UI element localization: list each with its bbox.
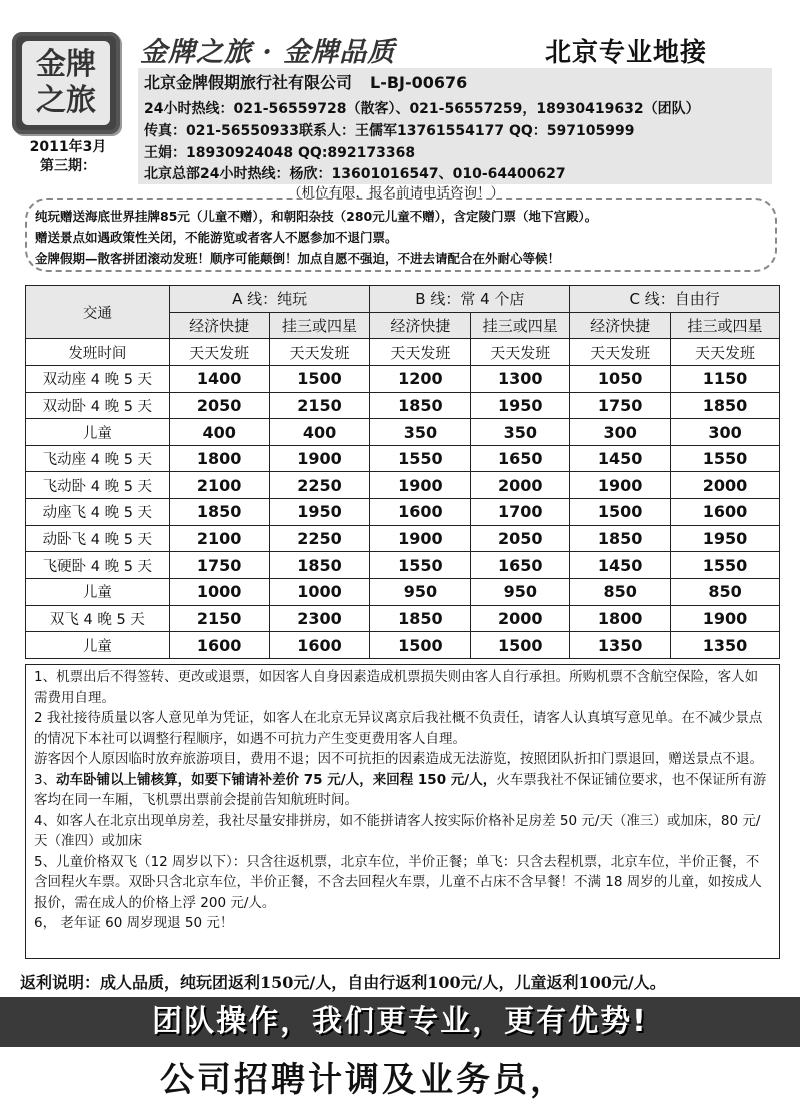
- price-cell: 1650: [471, 445, 570, 472]
- logo-line-2: 之旅: [36, 83, 96, 118]
- table-row: [26, 472, 780, 499]
- price-cell: 850: [570, 579, 671, 606]
- price-cell: 1300: [471, 365, 570, 392]
- price-cell: 2250: [269, 472, 370, 499]
- price-cell: 1450: [570, 552, 671, 579]
- row-label: 双飞 4 晚 5 天: [26, 605, 170, 632]
- price-cell: 850: [671, 579, 780, 606]
- schedule-cell: 天天发班: [269, 339, 370, 366]
- price-cell: 2300: [269, 605, 370, 632]
- price-cell: 300: [671, 419, 780, 446]
- notice-line-2: 赠送景点如遇政策性关闭，不能游览或者客人不愿参加不退门票。: [35, 230, 398, 245]
- table-row: [26, 419, 780, 446]
- price-cell: 400: [269, 419, 370, 446]
- price-cell: 1350: [570, 632, 671, 659]
- hotline: 24小时热线：021-56559728（散客）、021-56557259，18930419632（团队）: [144, 101, 700, 117]
- banner: [0, 997, 800, 1047]
- price-cell: 1400: [169, 365, 269, 392]
- price-cell: 1600: [671, 499, 780, 526]
- row-label: 飞动卧 4 晚 5 天: [26, 472, 170, 499]
- price-cell: 1800: [169, 445, 269, 472]
- price-cell: 350: [370, 419, 471, 446]
- price-cell: 1900: [370, 525, 471, 552]
- price-cell: 1900: [370, 472, 471, 499]
- row-label: 动座飞 4 晚 5 天: [26, 499, 170, 526]
- notice-line-1: 纯玩赠送海底世界挂牌85元（儿童不赠），和朝阳杂技（280元儿童不赠），含定陵门票（地下宫殿）。: [35, 209, 598, 224]
- price-cell: 1000: [169, 579, 269, 606]
- term-6: 6， 老年证 60 周岁现退 50 元！: [34, 915, 234, 931]
- company-logo: [12, 32, 120, 134]
- price-cell: 1850: [370, 605, 471, 632]
- price-cell: 2000: [471, 472, 570, 499]
- price-cell: 1550: [370, 445, 471, 472]
- line-b-header: B 线：常 4 个店: [370, 286, 570, 313]
- price-cell: 2050: [471, 525, 570, 552]
- notice-box: [25, 198, 777, 272]
- term-2b: 游客因个人原因临时放弃旅游项目，费用不退；因不可抗拒的因素造成无法游览，按照团队折扣门票退回，赠送景点不退。: [34, 751, 763, 767]
- price-cell: 1600: [370, 499, 471, 526]
- row-label: 飞硬卧 4 晚 5 天: [26, 552, 170, 579]
- subheader: 经济快捷: [570, 312, 671, 339]
- price-cell: 1700: [471, 499, 570, 526]
- header-slogan-right: 北京专业地接: [545, 38, 708, 68]
- subheader: 挂三或四星: [269, 312, 370, 339]
- price-cell: 2000: [671, 472, 780, 499]
- price-cell: 2250: [269, 525, 370, 552]
- price-cell: 1500: [471, 632, 570, 659]
- hq-hotline: 北京总部24小时热线：杨欣：13601016547、010-64400627: [144, 166, 566, 182]
- banner-text: 团队操作，我们更专业，更有优势!: [152, 1004, 648, 1039]
- price-cell: 1500: [269, 365, 370, 392]
- price-cell: 1900: [671, 605, 780, 632]
- price-cell: 400: [169, 419, 269, 446]
- license-number: L-BJ-00676: [370, 73, 468, 92]
- fax-contact: 传真：021-56550933联系人：王儒军13761554177 QQ：597105999: [144, 123, 635, 139]
- issue-number: 第三期：: [40, 158, 96, 174]
- subheader: 挂三或四星: [671, 312, 780, 339]
- term-3-bold: 动车卧铺以上铺核算，如要下铺请补差价 75 元/人，来回程 150 元/人，: [56, 771, 497, 788]
- price-cell: 2000: [471, 605, 570, 632]
- line-c-header: C 线：自由行: [570, 286, 780, 313]
- price-cell: 1850: [570, 525, 671, 552]
- row-label: 儿童: [26, 579, 170, 606]
- price-cell: 950: [471, 579, 570, 606]
- subheader: 经济快捷: [370, 312, 471, 339]
- notice-line-3: 金牌假期—散客拼团滚动发班！顺序可能颠倒！加点自愿不强迫，不进去请配合在外耐心等候！: [35, 251, 561, 266]
- term-3-rest: 火车票我社不保证铺位要求，也不保证所有游客均在同一车厢，飞机票出票前会提前告知航班时间。: [34, 771, 767, 808]
- terms-box: [25, 664, 780, 959]
- recruit-text: 公司招聘计调及业务员，: [160, 1060, 567, 1100]
- table-corner: 交通: [26, 286, 170, 339]
- price-cell: 950: [370, 579, 471, 606]
- price-cell: 1850: [671, 392, 780, 419]
- price-cell: 1350: [671, 632, 780, 659]
- row-label: 动卧飞 4 晚 5 天: [26, 525, 170, 552]
- price-cell: 1500: [570, 499, 671, 526]
- price-cell: 1900: [269, 445, 370, 472]
- table-row: [26, 552, 780, 579]
- price-cell: 1550: [671, 552, 780, 579]
- row-label: 飞动座 4 晚 5 天: [26, 445, 170, 472]
- price-cell: 1600: [169, 632, 269, 659]
- schedule-cell: 天天发班: [570, 339, 671, 366]
- price-cell: 1800: [570, 605, 671, 632]
- price-cell: 1850: [169, 499, 269, 526]
- subheader: 经济快捷: [169, 312, 269, 339]
- price-cell: 2150: [269, 392, 370, 419]
- table-row: [26, 445, 780, 472]
- row-label: 儿童: [26, 632, 170, 659]
- logo-line-1: 金牌: [36, 47, 96, 82]
- price-cell: 1000: [269, 579, 370, 606]
- limit-note: （机位有限，报名前请电话咨询！）: [288, 185, 504, 201]
- term-3-prefix: 3、: [34, 771, 57, 788]
- price-cell: 1750: [169, 552, 269, 579]
- price-cell: 1450: [570, 445, 671, 472]
- schedule-cell: 天天发班: [471, 339, 570, 366]
- price-cell: 1900: [570, 472, 671, 499]
- price-cell: 1850: [269, 552, 370, 579]
- price-cell: 2100: [169, 525, 269, 552]
- schedule-cell: 天天发班: [169, 339, 269, 366]
- header-slogan: 金牌之旅 · 金牌品质: [140, 37, 396, 68]
- price-cell: 1500: [370, 632, 471, 659]
- term-3: [34, 770, 771, 811]
- term-1: 1、机票出后不得签转、更改或退票，如因客人自身因素造成机票损失则由客人自行承担。所购机票不含航空保险，客人如需费用自理。: [34, 669, 759, 706]
- table-row: [26, 392, 780, 419]
- table-row: [26, 365, 780, 392]
- contact-2: 王娟：18930924048 QQ:892173368: [144, 145, 416, 161]
- price-cell: 1950: [671, 525, 780, 552]
- line-a-header: A 线：纯玩: [169, 286, 370, 313]
- price-cell: 1950: [269, 499, 370, 526]
- schedule-cell: 天天发班: [671, 339, 780, 366]
- subheader: 挂三或四星: [471, 312, 570, 339]
- table-row: [26, 525, 780, 552]
- schedule-label: 发班时间: [26, 339, 170, 366]
- table-row: [26, 632, 780, 659]
- row-label: 双动座 4 晚 5 天: [26, 365, 170, 392]
- company-line: [144, 70, 467, 93]
- issue-info: [18, 138, 118, 176]
- table-row: [26, 499, 780, 526]
- price-cell: 1050: [570, 365, 671, 392]
- company-name: 北京金牌假期旅行社有限公司: [144, 73, 353, 92]
- table-row: [26, 605, 780, 632]
- price-cell: 1600: [269, 632, 370, 659]
- issue-date: 2011年3月: [29, 139, 107, 155]
- price-cell: 1950: [471, 392, 570, 419]
- price-cell: 300: [570, 419, 671, 446]
- price-table: [25, 285, 780, 659]
- rebate-note: 返利说明：成人品质，纯玩团返利150元/人，自由行返利100元/人，儿童返利100元/人。: [20, 973, 666, 992]
- price-cell: 1200: [370, 365, 471, 392]
- term-5: 5、儿童价格双飞（12 周岁以下）：只含往返机票，北京车位，半价正餐；单飞：只含去程机票，北京车位，半价正餐，不含回程火车票。双卧只含北京车位，半价正餐，不含去回程火车票，儿童不占床不含早餐！不满 18 周岁的儿童，如按成人报价，需在成人的价格上浮 200 元/人。: [34, 853, 762, 911]
- term-2: 2 我社接待质量以客人意见单为凭证，如客人在北京无异议离京后我社概不负责任，请客人认真填写意见单。在不减少景点的情况下本社可以调整行程顺序，如遇不可抗力产生变更费用客人自理。: [34, 710, 763, 747]
- price-cell: 350: [471, 419, 570, 446]
- price-cell: 1550: [671, 445, 780, 472]
- price-rows: [26, 365, 780, 658]
- table-row: [26, 579, 780, 606]
- price-cell: 1850: [370, 392, 471, 419]
- schedule-cell: 天天发班: [370, 339, 471, 366]
- price-cell: 2100: [169, 472, 269, 499]
- price-cell: 2150: [169, 605, 269, 632]
- price-cell: 1550: [370, 552, 471, 579]
- price-cell: 1650: [471, 552, 570, 579]
- price-cell: 1750: [570, 392, 671, 419]
- row-label: 双动卧 4 晚 5 天: [26, 392, 170, 419]
- price-cell: 2050: [169, 392, 269, 419]
- row-label: 儿童: [26, 419, 170, 446]
- price-cell: 1150: [671, 365, 780, 392]
- contact-info-box: [138, 68, 772, 184]
- term-4: 4、如客人在北京出现单房差，我社尽量安排拼房，如不能拼请客人按实际价格补足房差 50 元/天（准三）或加床，80 元/天（准四）或加床: [34, 812, 761, 849]
